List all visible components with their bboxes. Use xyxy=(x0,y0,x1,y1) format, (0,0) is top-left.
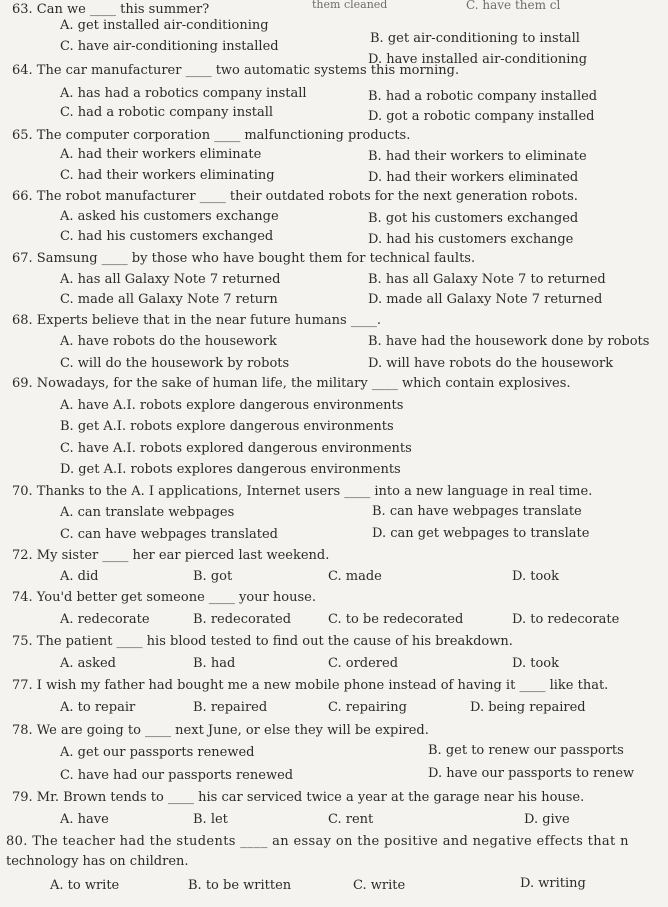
question-65-stem: 65. The computer corporation ____ malfunctioning products. xyxy=(12,128,411,143)
question-69-option-d: D. get A.I. robots explores dangerous environments xyxy=(60,462,401,477)
question-65-option-a: A. had their workers eliminate xyxy=(60,147,262,162)
question-79-option-b: B. let xyxy=(193,812,228,827)
question-70-option-a: A. can translate webpages xyxy=(60,505,235,520)
question-67-option-d: D. made all Galaxy Note 7 returned xyxy=(368,292,603,307)
question-69-option-b: B. get A.I. robots explore dangerous environments xyxy=(60,419,394,434)
question-63-option-c: C. have air-conditioning installed xyxy=(60,39,279,54)
question-74-stem: 74. You'd better get someone ____ your house. xyxy=(12,590,316,605)
question-64-option-d: D. got a robotic company installed xyxy=(368,109,595,124)
question-66-option-a: A. asked his customers exchange xyxy=(60,209,279,224)
question-74-option-a: A. redecorate xyxy=(60,612,150,627)
question-75-stem: 75. The patient ____ his blood tested to find out the cause of his breakdown. xyxy=(12,634,513,649)
question-75-option-a: A. asked xyxy=(60,656,116,671)
question-79-option-c: C. rent xyxy=(328,812,374,827)
question-72-option-a: A. did xyxy=(60,569,99,584)
question-70-stem: 70. Thanks to the A. I applications, Internet users ____ into a new language in real time. xyxy=(12,484,593,499)
question-66-option-c: C. had his customers exchanged xyxy=(60,229,274,244)
question-64-option-c: C. had a robotic company install xyxy=(60,105,274,120)
question-64-stem: 64. The car manufacturer ____ two automatic systems this morning. xyxy=(12,63,460,78)
question-77-option-d: D. being repaired xyxy=(470,700,586,715)
question-78-option-b: B. get to renew our passports xyxy=(428,743,624,758)
question-67-option-c: C. made all Galaxy Note 7 return xyxy=(60,292,278,307)
question-63-option-a: A. get installed air-conditioning xyxy=(60,18,269,33)
question-72-option-c: C. made xyxy=(328,569,382,584)
question-75-option-c: C. ordered xyxy=(328,656,399,671)
question-68-stem: 68. Experts believe that in the near future humans ____. xyxy=(12,313,381,328)
question-69-option-a: A. have A.I. robots explore dangerous environments xyxy=(60,398,404,413)
question-67-option-a: A. has all Galaxy Note 7 returned xyxy=(60,272,281,287)
question-80-option-d: D. writing xyxy=(520,876,586,891)
question-70-option-b: B. can have webpages translate xyxy=(372,504,582,519)
question-63-stem: 63. Can we ____ this summer? xyxy=(12,2,210,17)
question-80-stem-line1: 80. The teacher had the students ____ an essay on the positive and negative effects that n xyxy=(6,834,629,849)
question-72-option-b: B. got xyxy=(193,569,233,584)
question-68-option-d: D. will have robots do the housework xyxy=(368,356,614,371)
question-69-option-c: C. have A.I. robots explored dangerous environments xyxy=(60,441,412,456)
question-72-option-d: D. took xyxy=(512,569,559,584)
question-74-option-d: D. to redecorate xyxy=(512,612,620,627)
question-77-option-a: A. to repair xyxy=(60,700,136,715)
question-66-stem: 66. The robot manufacturer ____ their outdated robots for the next generation robots. xyxy=(12,189,578,204)
question-69-stem: 69. Nowadays, for the sake of human life, the military ____ which contain explosives. xyxy=(12,376,571,391)
question-62-fragment: them cleaned xyxy=(312,0,388,11)
question-72-stem: 72. My sister ____ her ear pierced last weekend. xyxy=(12,548,330,563)
question-80-stem-line2: technology has on children. xyxy=(6,854,189,869)
question-77-option-c: C. repairing xyxy=(328,700,407,715)
question-65-option-d: D. had their workers eliminated xyxy=(368,170,579,185)
question-80-option-a: A. to write xyxy=(50,878,120,893)
question-79-option-d: D. give xyxy=(524,812,570,827)
question-78-option-c: C. have had our passports renewed xyxy=(60,768,294,783)
question-65-option-b: B. had their workers to eliminate xyxy=(368,149,587,164)
question-78-stem: 78. We are going to ____ next June, or else they will be expired. xyxy=(12,723,429,738)
question-74-option-b: B. redecorated xyxy=(193,612,292,627)
question-70-option-d: D. can get webpages to translate xyxy=(372,526,590,541)
question-66-option-b: B. got his customers exchanged xyxy=(368,211,579,226)
question-66-option-d: D. had his customers exchange xyxy=(368,232,574,247)
question-75-option-d: D. took xyxy=(512,656,559,671)
question-80-option-c: C. write xyxy=(353,878,406,893)
question-70-option-c: C. can have webpages translated xyxy=(60,527,278,542)
question-68-option-b: B. have had the housework done by robots xyxy=(368,334,650,349)
question-64-option-b: B. had a robotic company installed xyxy=(368,89,598,104)
question-64-option-a: A. has had a robotics company install xyxy=(60,86,307,101)
question-74-option-c: C. to be redecorated xyxy=(328,612,464,627)
question-78-option-d: D. have our passports to renew xyxy=(428,766,635,781)
question-79-stem: 79. Mr. Brown tends to ____ his car serviced twice a year at the garage near his house. xyxy=(12,790,585,805)
question-68-option-c: C. will do the housework by robots xyxy=(60,356,290,371)
question-80-option-b: B. to be written xyxy=(188,878,292,893)
question-67-stem: 67. Samsung ____ by those who have bought them for technical faults. xyxy=(12,251,476,266)
question-67-option-b: B. has all Galaxy Note 7 to returned xyxy=(368,272,606,287)
question-62-option-c: C. have them cl xyxy=(466,0,561,12)
question-75-option-b: B. had xyxy=(193,656,236,671)
question-68-option-a: A. have robots do the housework xyxy=(60,334,277,349)
question-78-option-a: A. get our passports renewed xyxy=(60,745,255,760)
question-63-option-d: D. have installed air-conditioning xyxy=(368,52,588,67)
question-65-option-c: C. had their workers eliminating xyxy=(60,168,275,183)
question-79-option-a: A. have xyxy=(60,812,109,827)
question-77-option-b: B. repaired xyxy=(193,700,268,715)
question-63-option-b: B. get air-conditioning to install xyxy=(370,31,580,46)
question-77-stem: 77. I wish my father had bought me a new mobile phone instead of having it ____ like that. xyxy=(12,678,609,693)
